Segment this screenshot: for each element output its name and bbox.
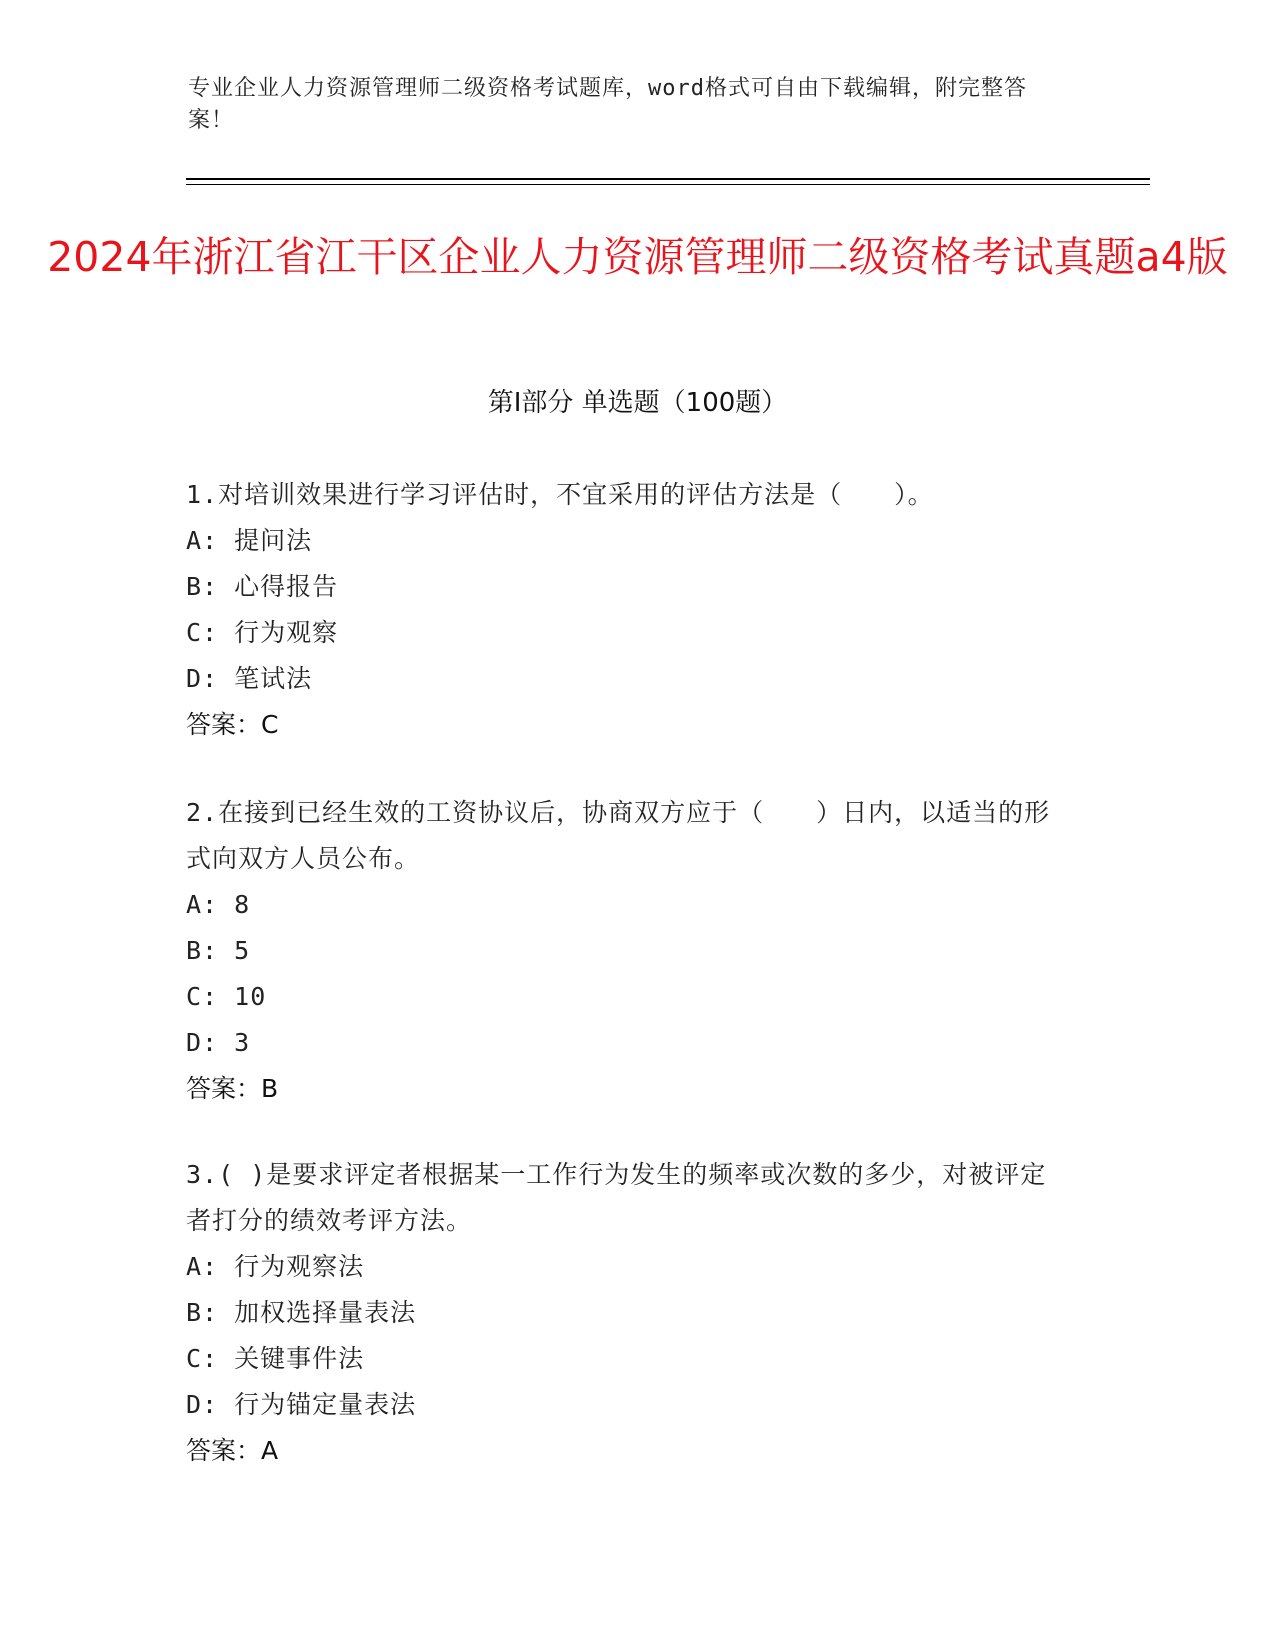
question-block	[186, 790, 1066, 1112]
option-c: C: 10	[186, 982, 267, 1011]
header-note: 专业企业人力资源管理师二级资格考试题库，word格式可自由下载编辑，附完整答案！	[188, 76, 1027, 133]
question-stem: 1.对培训效果进行学习评估时，不宜采用的评估方法是（ ）。	[186, 480, 934, 509]
option-d: D: 行为锚定量表法	[186, 1390, 417, 1419]
answer-line: 答案：B	[186, 1074, 279, 1103]
question-block	[186, 472, 1066, 748]
section-heading: 第I部分 单选题（100题）	[487, 388, 788, 418]
option-c: C: 关键事件法	[186, 1344, 365, 1373]
document-title: 2024年浙江省江干区企业人力资源管理师二级资格考试真题a4版	[47, 233, 1228, 281]
header-divider-thin	[186, 184, 1150, 185]
option-a: A: 提问法	[186, 526, 313, 555]
option-b: B: 心得报告	[186, 572, 339, 601]
header-divider-thick	[186, 178, 1150, 180]
question-block	[186, 1152, 1066, 1474]
option-a: A: 行为观察法	[186, 1252, 365, 1281]
question-stem: 2.在接到已经生效的工资协议后，协商双方应于（ ）日内，以适当的形式向双方人员公布。	[186, 798, 1051, 873]
question-stem: 3.( )是要求评定者根据某一工作行为发生的频率或次数的多少，对被评定者打分的绩效考评方法。	[186, 1160, 1047, 1235]
answer-line: 答案：A	[186, 1436, 279, 1465]
answer-line: 答案：C	[186, 710, 279, 739]
option-b: B: 加权选择量表法	[186, 1298, 417, 1327]
option-a: A: 8	[186, 890, 251, 919]
option-c: C: 行为观察	[186, 618, 339, 647]
option-b: B: 5	[186, 936, 251, 965]
option-d: D: 3	[186, 1028, 251, 1057]
option-d: D: 笔试法	[186, 664, 313, 693]
